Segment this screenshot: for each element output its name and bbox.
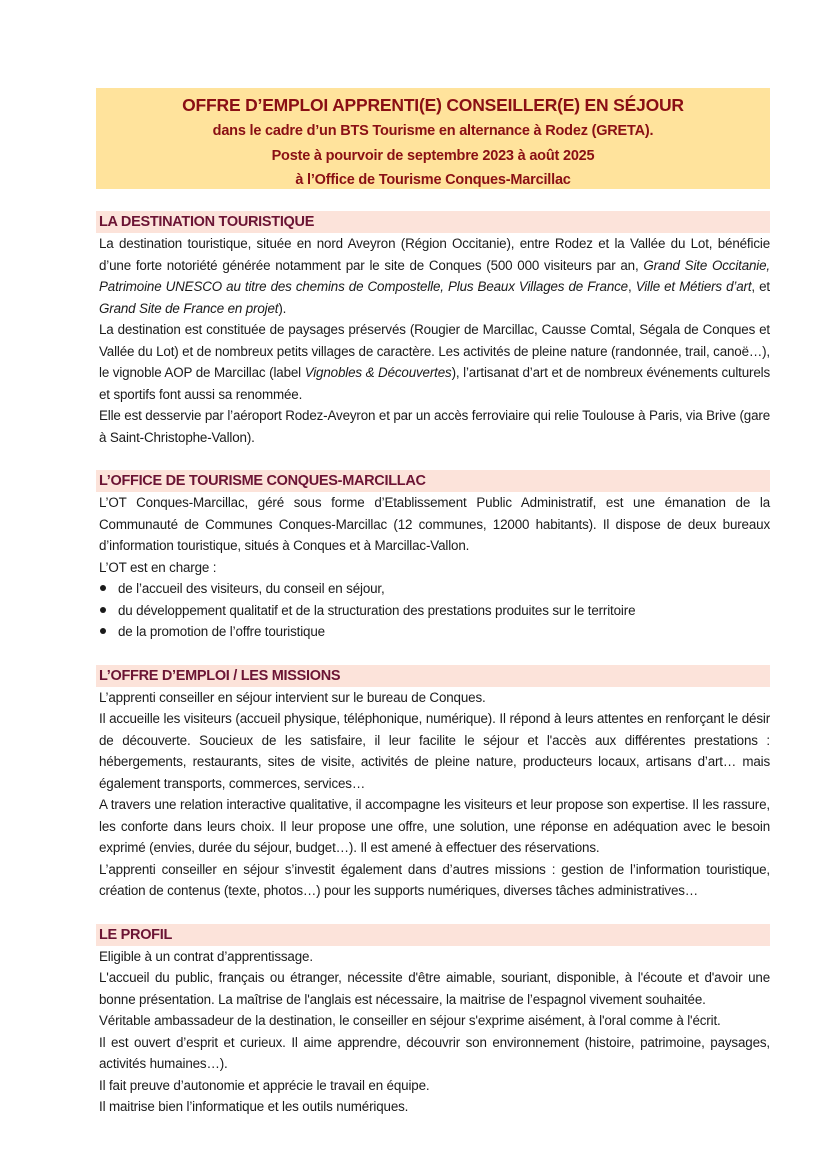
section-missions xyxy=(96,665,770,902)
text-run: La destination est constituée de paysages préservés (Rougier de Marcillac, Causse Comtal, Ségala de Conques et Vallée du Lot) et de nombreux petits villages de caractère. Les activités de pleine nature (randonnée, trail, canoë…), le vignoble AOP de Marcillac (label xyxy=(99,322,770,380)
list-item xyxy=(96,578,770,600)
list-item-text: de l’accueil des visiteurs, du conseil en séjour, xyxy=(118,581,385,596)
italic-label-grand-site: Grand Site de France en projet xyxy=(99,300,279,316)
missions-paragraph-2: Il accueille les visiteurs (accueil physique, téléphonique, numérique). Il répond à leurs attentes en renforçant le désir de découverte. Soucieux de les satisfaire, il leur facilite le séjour et l'accès aux différentes prestations : hébergements, restaurants, sites de visite, activités de pleine nature, producteurs locaux, artisans d’art… mais également transports, commerces, services… xyxy=(99,711,770,791)
text-run: , et xyxy=(751,279,770,294)
text-run: ), l’artisanat d’art et de nombreux événements culturels et sportifs font aussi sa renommée. xyxy=(99,365,770,402)
text-run: ). xyxy=(278,300,287,316)
missions-paragraph-3: A travers une relation interactive qualitative, il accompagne les visiteurs et leur propose son expertise. Il les rassure, les conforte dans leurs choix. Il leur propose une offre, une solution, une réponse en adéquation avec le besoin exprimé (envies, durée du séjour, budget…). Il est amené à effectuer des réservations. xyxy=(99,797,770,855)
profil-paragraph-4: Il est ouvert d’esprit et curieux. Il aime apprendre, découvrir son environnement (histoire, patrimoine, paysages, activités humaines…). xyxy=(99,1034,770,1071)
section-heading-office: L’OFFICE DE TOURISME CONQUES-MARCILLAC xyxy=(96,470,770,492)
text-run: La destination touristique, située en nord Aveyron (Région Occitanie), entre Rodez et la Vallée du Lot, bénéficie d’une forte notoriété générée notamment par le site de Conques (500 000 visiteurs par an, xyxy=(99,236,770,273)
list-item-text: de la promotion de l’offre touristique xyxy=(118,624,325,639)
section-destination xyxy=(96,211,770,448)
section-heading-missions: L’OFFRE D’EMPLOI / LES MISSIONS xyxy=(96,665,770,687)
job-offer-title: OFFRE D’EMPLOI APPRENTI(E) CONSEILLER(E) EN SÉJOUR xyxy=(182,95,684,115)
bullet-icon xyxy=(100,585,106,591)
section-heading-profil: LE PROFIL xyxy=(96,924,770,946)
profil-paragraph-2: L'accueil du public, français ou étranger, nécessite d'être aimable, souriant, disponible, à l'écoute et d'avoir une bonne présentation. La maîtrise de l'anglais est nécessaire, la maitrise de l’espagnol vivement souhaitée. xyxy=(99,970,770,1007)
destination-paragraph-1 xyxy=(96,233,770,319)
list-item xyxy=(96,600,770,622)
profil-paragraph-3: Véritable ambassadeur de la destination, le conseiller en séjour s'exprime aisément, à l'oral comme à l'écrit. xyxy=(99,1013,721,1028)
job-offer-header xyxy=(96,88,770,189)
text-run: , xyxy=(627,279,636,294)
list-item xyxy=(96,621,770,643)
document-page xyxy=(96,88,770,1118)
job-offer-period: Poste à pourvoir de septembre 2023 à août 2025 xyxy=(271,147,595,164)
italic-label-ville-metiers: Ville et Métiers d’art xyxy=(635,279,752,294)
missions-paragraph-1: L’apprenti conseiller en séjour intervient sur le bureau de Conques. xyxy=(99,689,486,705)
destination-paragraph-3: Elle est desservie par l’aéroport Rodez-Aveyron et par un accès ferroviaire qui relie Toulouse à Paris, via Brive (gare à Saint-Christophe-Vallon). xyxy=(99,408,770,445)
job-offer-employer: à l’Office de Tourisme Conques-Marcillac xyxy=(295,172,571,188)
section-office xyxy=(96,470,770,643)
office-responsibilities-list xyxy=(96,578,770,643)
profil-paragraph-1: Eligible à un contrat d’apprentissage. xyxy=(99,948,313,964)
office-paragraph-1: L’OT Conques-Marcillac, géré sous forme d’Etablissement Public Administratif, est une émanation de la Communauté de Communes Conques-Marcillac (12 communes, 12000 habitants). Il dispose de deux bureaux d’information touristique, situés à Conques et à Marcillac-Vallon. xyxy=(99,495,770,553)
list-item-text: du développement qualitatif et de la structuration des prestations produites sur le territoire xyxy=(118,602,636,618)
missions-paragraph-4: L’apprenti conseiller en séjour s’investit également dans d’autres missions : gestion de l’information touristique, création de contenus (texte, photos…) pour les supports numériques, diverses tâches administratives… xyxy=(99,861,770,898)
section-heading-destination: LA DESTINATION TOURISTIQUE xyxy=(96,211,770,233)
bullet-icon xyxy=(100,628,106,634)
destination-paragraph-2 xyxy=(96,319,770,405)
job-offer-context: dans le cadre d’un BTS Tourisme en alternance à Rodez (GRETA). xyxy=(212,123,654,139)
section-profil xyxy=(96,924,770,1118)
profil-paragraph-5: Il fait preuve d’autonomie et apprécie le travail en équipe. xyxy=(99,1077,430,1093)
italic-label-vignobles: Vignobles & Découvertes xyxy=(304,365,452,380)
profil-paragraph-6: Il maitrise bien l’informatique et les outils numériques. xyxy=(99,1099,409,1114)
italic-labels: Grand Site Occitanie, Patrimoine UNESCO au titre des chemins de Compostelle, Plus Beaux Villages de France xyxy=(99,257,771,294)
bullet-icon xyxy=(100,607,106,613)
office-paragraph-2: L’OT est en charge : xyxy=(99,559,217,575)
